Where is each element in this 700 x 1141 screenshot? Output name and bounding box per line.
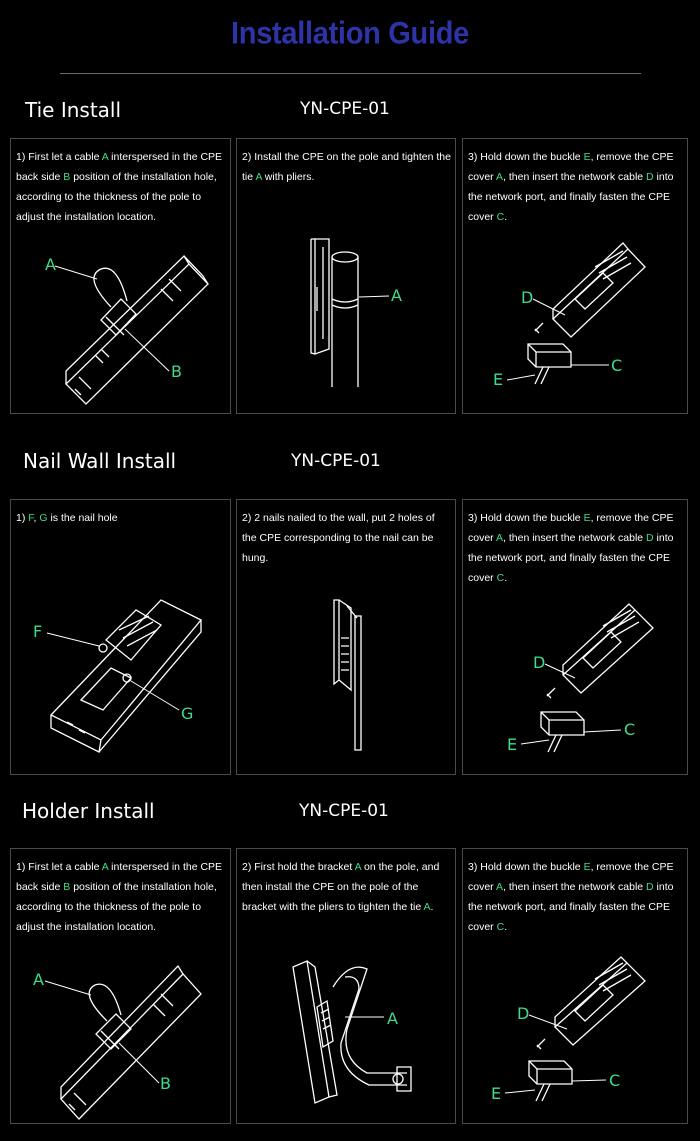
step-text-fragment: 3) Hold down the buckle: [468, 512, 584, 524]
highlight-letter: A: [496, 532, 504, 544]
highlight-letter: A: [496, 171, 504, 183]
cpe-nail-holes-illustration: [11, 500, 231, 775]
label-d: D: [521, 288, 534, 307]
highlight-letter: D: [646, 171, 654, 183]
step-text-fragment: , remove the CPE cover: [468, 861, 674, 893]
step-text-fragment: 1) First let a cable: [16, 861, 102, 873]
page-title: Installation Guide: [231, 16, 469, 52]
cpe-bracket-pole-illustration: [237, 849, 456, 1124]
step-text-fragment: , then insert the network cable: [503, 171, 647, 183]
step-text-fragment: with pliers.: [261, 171, 315, 183]
step-text-fragment: .: [504, 921, 508, 933]
panel-tie-step-2: [236, 138, 456, 414]
panel-tie-step-1: [10, 138, 231, 414]
label-c: C: [609, 1071, 621, 1090]
section-title-nail-wall-install: Nail Wall Install: [23, 449, 177, 473]
cpe-tie-cable-illustration: [11, 139, 231, 414]
section-model-nail-wall-install: YN-CPE-01: [291, 451, 381, 471]
label-c: C: [611, 356, 623, 375]
highlight-letter: A: [423, 901, 431, 913]
highlight-letter: G: [39, 512, 48, 524]
label-f: F: [33, 622, 43, 641]
step-text-fragment: , then insert the network cable: [503, 881, 647, 893]
highlight-letter: D: [646, 532, 654, 544]
highlight-letter: E: [583, 151, 591, 163]
section-title-tie-install: Tie Install: [25, 98, 122, 122]
highlight-letter: A: [101, 861, 109, 873]
panel-holder-step-1: [10, 848, 231, 1124]
section-model-holder-install: YN-CPE-01: [299, 801, 389, 821]
label-e: E: [507, 735, 518, 754]
highlight-letter: B: [63, 171, 71, 183]
step-text-fragment: , then insert the network cable: [503, 532, 647, 544]
highlight-letter: D: [646, 881, 654, 893]
step-text-fragment: interspersed in the CPE back side: [16, 861, 223, 893]
step-text-fragment: position of the installation hole, according to the thickness of the pole to adjust the installation location.: [16, 171, 217, 223]
highlight-letter: F: [28, 512, 34, 524]
step-text-fragment: .: [504, 211, 508, 223]
highlight-letter: C: [496, 572, 505, 584]
step-text-fragment: into the network port, and finally fasten the CPE cover: [468, 171, 674, 223]
label-a: A: [45, 255, 56, 274]
highlight-letter: E: [583, 861, 591, 873]
panel-nail-step-3: [462, 499, 688, 775]
panel-holder-step-2: [236, 848, 456, 1124]
highlight-letter: E: [583, 512, 591, 524]
label-c: C: [624, 720, 636, 739]
highlight-letter: A: [354, 861, 362, 873]
step-text-fragment: 3) Hold down the buckle: [468, 861, 584, 873]
section-title-holder-install: Holder Install: [22, 799, 155, 823]
step-text-fragment: on the pole, and then install the CPE on the pole of the bracket with the pliers to tighten the tie: [242, 861, 440, 913]
cpe-cover-cable-illustration: [463, 139, 688, 414]
step-text-fragment: 1): [16, 512, 29, 524]
panel-holder-step-3: [462, 848, 688, 1124]
label-d: D: [533, 653, 546, 672]
highlight-letter: A: [496, 881, 504, 893]
step-text-fragment: 2) 2 nails nailed to the wall, put 2 holes of the CPE corresponding to the nail can be hung.: [242, 512, 435, 564]
cpe-cover-cable-illustration: [463, 849, 688, 1124]
step-text-fragment: into the network port, and finally fasten the CPE cover: [468, 881, 674, 933]
step-text-fragment: , remove the CPE cover: [468, 512, 674, 544]
panel-tie-step-3: [462, 138, 688, 414]
step-text-fragment: 2) First hold the bracket: [242, 861, 355, 873]
label-d: D: [517, 1004, 530, 1023]
label-b: B: [160, 1074, 171, 1093]
step-text-fragment: interspersed in the CPE back side: [16, 151, 223, 183]
section-model-tie-install: YN-CPE-01: [300, 99, 390, 119]
step-text-fragment: 1) First let a cable: [16, 151, 102, 163]
step-text-fragment: 3) Hold down the buckle: [468, 151, 584, 163]
step-text-fragment: into the network port, and finally fasten the CPE cover: [468, 532, 674, 584]
label-e: E: [491, 1084, 502, 1103]
step-text-fragment: , remove the CPE cover: [468, 151, 674, 183]
highlight-letter: C: [496, 211, 505, 223]
panel-nail-step-2: [236, 499, 456, 775]
step-text-fragment: 2) Install the CPE on the pole and tighten the tie: [242, 151, 451, 183]
highlight-letter: A: [255, 171, 262, 183]
step-text-fragment: is the nail hole: [47, 512, 118, 524]
label-e: E: [493, 370, 504, 389]
label-a: A: [33, 970, 44, 989]
cpe-tie-cable-illustration: [11, 849, 231, 1124]
cpe-cover-cable-illustration: [463, 500, 688, 775]
cpe-wall-mount-illustration: [237, 500, 456, 775]
label-a: A: [391, 286, 402, 305]
label-g: G: [181, 704, 194, 723]
cpe-on-pole-illustration: [237, 139, 456, 414]
highlight-letter: A: [101, 151, 109, 163]
label-b: B: [171, 362, 182, 381]
panel-nail-step-1: [10, 499, 231, 775]
highlight-letter: B: [63, 881, 71, 893]
step-text-fragment: .: [504, 572, 508, 584]
step-text-fragment: ,: [33, 512, 40, 524]
step-text-fragment: .: [430, 901, 434, 913]
highlight-letter: C: [496, 921, 505, 933]
title-divider: [60, 73, 641, 74]
label-a: A: [387, 1009, 398, 1028]
step-text-fragment: position of the installation hole, according to the thickness of the pole to adjust the installation location.: [16, 881, 217, 933]
